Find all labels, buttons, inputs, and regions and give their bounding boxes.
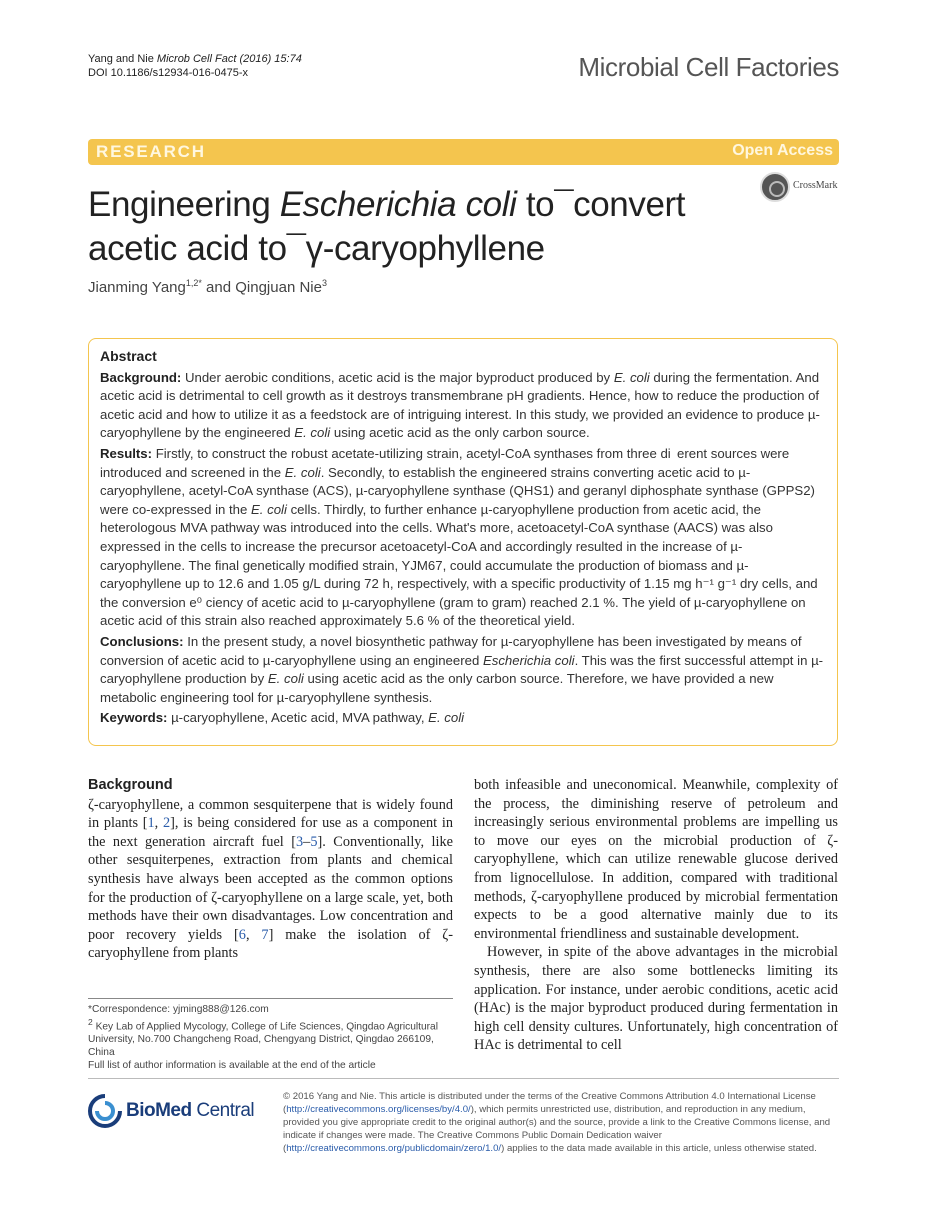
citation-link[interactable]: 2	[162, 815, 171, 832]
footer-divider	[88, 1078, 839, 1079]
abstract-background: Background: Under aerobic conditions, acetic acid is the major byproduct produced by E. coli during the fermentation. And acetic acid is detrimental to cell growth as it destroys transmembrane pH gradients. Hence, how to reduce the production of acetic acid and how to utilize it as a feedstock are of intriguing interest. In this study, we provided an evidence to produce µ-caryophyllene by the engineered E. coli using acetic acid as the only carbon source.	[100, 369, 820, 441]
body-paragraph: ζ-caryophyllene, a common sesquiterpene that is widely found in plants [1, 2], is being considered for use as a component in the next generation aircraft fuel [3–5]. Conventionally, like other sesquiterpenes, extraction from plants and chemical synthesis have always been accepted as the common options for the production of ζ-caryophyllene on a large scale, yet, both methods have their own disadvantages. Low concentration and poor recovery yields [6, 7] make the isolation of ζ-caryophyllene from plants	[88, 796, 453, 962]
body-paragraph: However, in spite of the above advantages in the microbial synthesis, there are also some bottlenecks limiting its application. For instance, under aerobic conditions, acetic acid (HAc) is the major byproduct produced during fermentation in high cell density cultures. Unfortunately, high concentration of HAc is detrimental to cell	[474, 944, 838, 1054]
citation-link[interactable]: 5	[310, 833, 318, 850]
citation-link[interactable]: 3	[296, 833, 304, 850]
crossmark-icon	[760, 172, 790, 202]
article-type-label: RESEARCH	[96, 142, 206, 161]
citation-journal: Microb Cell Fact	[156, 53, 237, 65]
footnote-divider	[88, 998, 453, 999]
article-title: Engineering Escherichia coli to¯convert acetic acid to¯γ-caryophyllene	[88, 185, 686, 268]
article-type-banner	[88, 139, 839, 165]
abstract-heading: Abstract	[100, 348, 157, 364]
abstract-conclusions: Conclusions: In the present study, a novel biosynthetic pathway for µ-caryophyllene has been investigated by means of conversion of acetic acid to µ-caryophyllene using an engineered Escherichia coli. This was the first successful attempt in µ-caryophyllene production by E. coli using acetic acid as the only carbon source. Therefore, we have provided a new metabolic engineering tool for µ-caryophyllene synthesis.	[100, 633, 824, 705]
author-info-note: Full list of author information is available at the end of the article	[88, 1060, 376, 1072]
citation-link[interactable]: 7	[261, 926, 269, 943]
abstract-keywords: Keywords: µ-caryophyllene, Acetic acid, MVA pathway, E. coli	[100, 710, 465, 726]
doi[interactable]: DOI 10.1186/s12934-016-0475-x	[88, 67, 249, 79]
license-link[interactable]: http://creativecommons.org/licenses/by/4.0/	[286, 1104, 471, 1115]
abstract-results: Results: Firstly, to construct the robust acetate-utilizing strain, acetyl-CoA synthases from three di erent sources were introduced and screened in the E. coli. Secondly, to establish the engineered strains converting acetic acid to µ-caryophyllene, acetyl-CoA synthase (ACS), µ-caryophyllene synthase (QHS1) and geranyl diphosphate synthase (GPPS2) were co-expressed in the E. coli cells. Thirdly, to further enhance µ-caryophyllene production from acetic acid, the heterologous MVA pathway was introduced into the cells. What's more, acetoacetyl-CoA synthase (AACS) was also expressed in the cells to increase the precursor acetoacetyl-CoA and accordingly resulted in the increase of µ-caryophyllene. The final genetically modified strain, YJM67, could accumulate the production of biomass and µ-caryophyllene up to 12.6 and 1.05 g/L during 72 h, respectively, with a specific productivity of 1.15 mg h⁻¹ g⁻¹ dry cells, and the conversion e⁰ ciency of acetic acid to µ-caryophyllene (gram to gram) reached 2.1 %. The yield of µ-caryophyllene on acetic acid of this strain also reached approximately 5.6 % of the theoretical yield.	[100, 445, 818, 629]
abstract-box	[88, 338, 838, 746]
section-heading-background: Background	[88, 777, 173, 793]
citation-volume: (2016) 15:74	[239, 53, 302, 65]
citation-link[interactable]: 1	[147, 815, 155, 832]
citation-authors: Yang and Nie	[88, 53, 154, 65]
crossmark-label: CrossMark	[793, 180, 838, 191]
citation-block	[88, 52, 302, 80]
affiliation: $^2$ Key Lab of Applied Mycology, College of Life Sciences, Qingdao Agricultural University, No.700 Changcheng Road, Chengyang District, Qingdao 266109, China	[88, 1017, 438, 1059]
public-domain-link[interactable]: http://creativecommons.org/publicdomain/zero/1.0/	[286, 1143, 502, 1154]
open-access-label: Open Access	[732, 142, 833, 159]
journal-name: Microbial Cell Factories	[578, 52, 839, 82]
body-paragraph: both infeasible and uneconomical. Meanwhile, complexity of the process, the diminishing reserve of petroleum and increasingly serious environmental problems are impelling us to move our eyes on the microbial production of ζ-caryophyllene, which can utilize renewable glucose derived from lignocellulose. In addition, compared with traditional methods, ζ-caryophyllene produced by microbial fermentation expects to be a good alternative mainly due to its environmental friendliness and sustainable development.	[474, 777, 838, 942]
body-right-column	[474, 776, 838, 1055]
crossmark-badge[interactable]	[760, 172, 840, 212]
body-left-column	[88, 776, 453, 963]
correspondence: *Correspondence: yjming888@126.com	[88, 1004, 269, 1015]
license-text: © 2016 Yang and Nie. This article is distributed under the terms of the Creative Commons Attribution 4.0 International License (http://creativecommons.org/licenses/by/4.0/), which permits unrestricted use, distribution, and reproduction in any medium, provided you give appropriate credit to the original author(s) and the source, provide a link to the Creative Commons license, and indicate if changes were made. The Creative Commons Public Domain Dedication waiver (http://creativecommons.org/publicdomain/zero/1.0/) applies to the data made available in this article, unless otherwise stated.	[283, 1091, 831, 1154]
citation-link[interactable]: 6	[238, 926, 246, 943]
author-list: Jianming Yang$^{1,2*}$ and Qingjuan Nie$^3$	[88, 278, 327, 296]
biomed-central-logo[interactable]: BioMed Central	[88, 1094, 278, 1130]
footnotes	[88, 1003, 453, 1072]
biomed-central-icon	[88, 1094, 122, 1128]
